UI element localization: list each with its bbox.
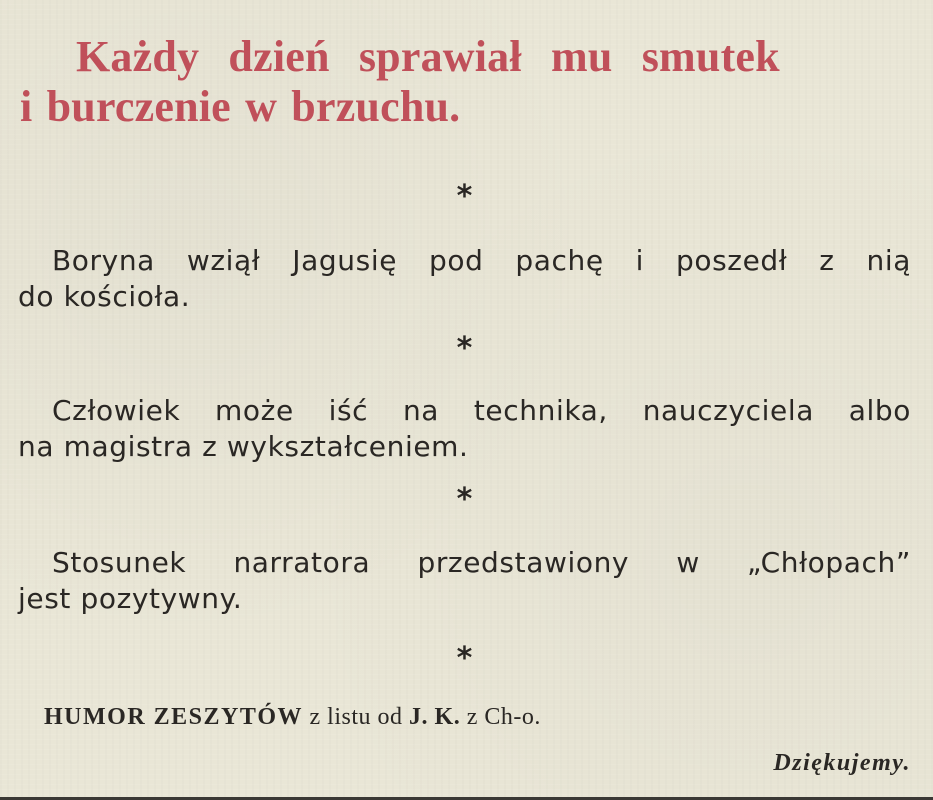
credit-text-from-letter: z listu od (309, 704, 403, 730)
asterisk-icon: * (456, 482, 473, 517)
credit-initials: J. K. (409, 704, 461, 730)
separator-asterisk-4 (0, 641, 933, 676)
paragraph-3-line-2: jest pozytywny. (18, 582, 243, 615)
paragraph-2-line-1: Człowiek może iść na technika, nauczyciela albo (52, 394, 911, 427)
separator-asterisk-2 (0, 331, 933, 366)
source-credit (44, 702, 541, 732)
paragraph-1-line-1: Boryna wziął Jagusię pod pachę i poszedł z nią (52, 244, 911, 277)
separator-asterisk-3 (0, 482, 933, 517)
headline-line-1: Każdy dzień sprawiał mu smutek (76, 32, 780, 81)
asterisk-icon: * (456, 179, 473, 214)
credit-place: Ch-o. (484, 704, 541, 730)
thanks-signoff: Dziękujemy. (773, 750, 911, 776)
paragraph-3 (18, 545, 911, 617)
paragraph-1-line-2: do kościoła. (18, 280, 191, 313)
headline-line-2: i burczenie w brzuchu. (20, 82, 461, 131)
headline (20, 32, 915, 132)
paragraph-2-line-2: na magistra z wykształceniem. (18, 430, 469, 463)
asterisk-icon: * (456, 331, 473, 366)
credit-column-name: HUMOR ZESZYTÓW (44, 704, 304, 730)
separator-asterisk-1 (0, 179, 933, 214)
asterisk-icon: * (456, 641, 473, 676)
paragraph-1 (18, 243, 911, 315)
paragraph-2 (18, 393, 911, 465)
paragraph-3-line-1: Stosunek narratora przedstawiony w „Chłopach” (52, 546, 911, 579)
credit-text-from: z (466, 704, 478, 730)
